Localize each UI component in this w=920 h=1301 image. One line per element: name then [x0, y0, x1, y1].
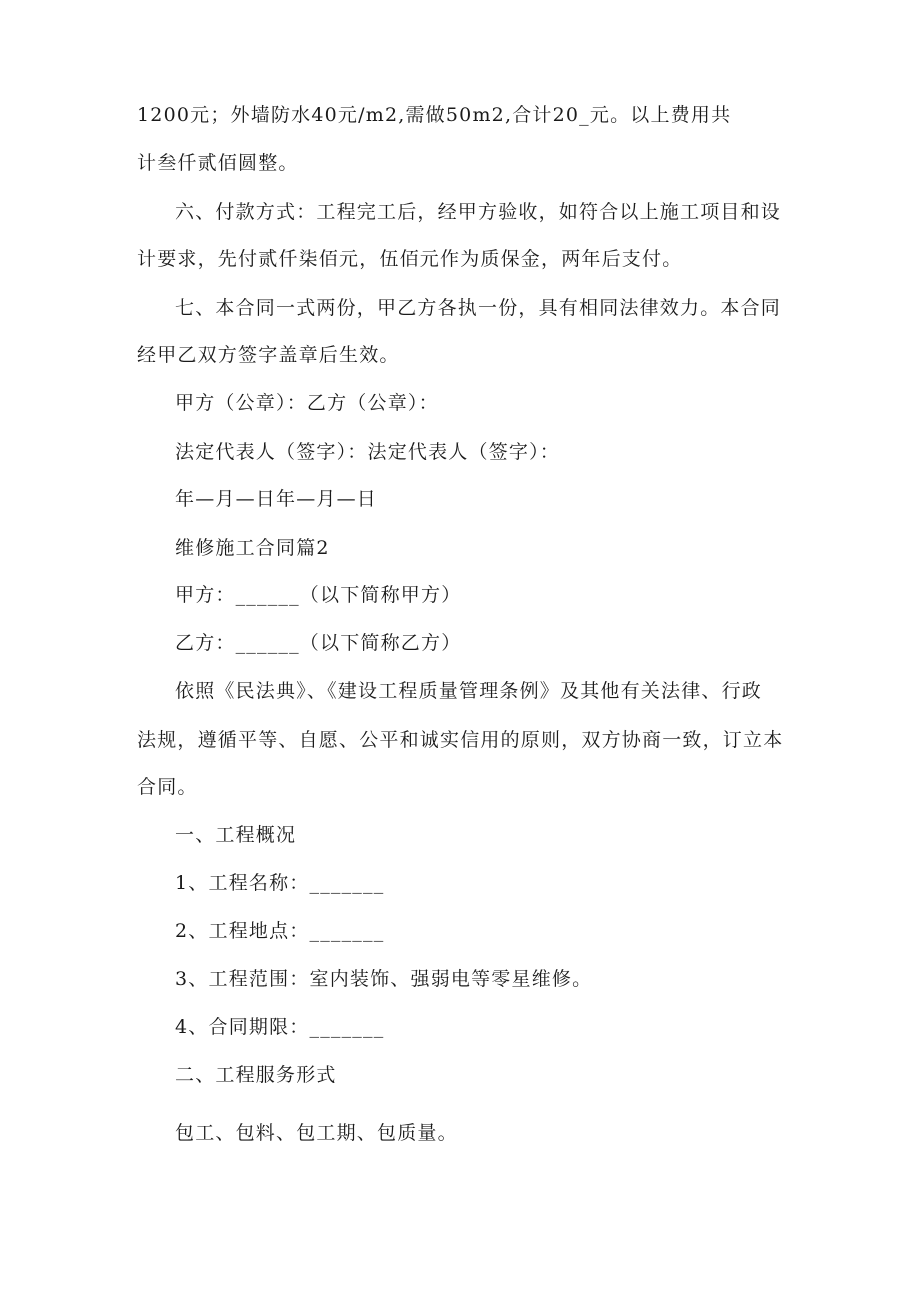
list-item: 4、合同期限：_______ — [175, 1016, 385, 1038]
list-item: 3、工程范围：室内装饰、强弱电等零星维修。 — [175, 968, 593, 990]
heading-line: 一、工程概况 — [175, 824, 297, 846]
party-b-line: 乙方：______（以下简称乙方） — [175, 632, 462, 654]
paragraph-line: 法规，遵循平等、自愿、公平和诚实信用的原则，双方协商一致，订立本 — [137, 729, 784, 751]
paragraph-line: 包工、包料、包工期、包质量。 — [175, 1122, 458, 1144]
list-item: 2、工程地点：_______ — [175, 920, 385, 942]
paragraph-line: 计叁仟贰佰圆整。 — [137, 152, 299, 174]
list-item: 1、工程名称：_______ — [175, 872, 385, 894]
paragraph-line: 经甲乙双方签字盖章后生效。 — [137, 344, 400, 366]
paragraph-line: 依照《民法典》、《建设工程质量管理条例》及其他有关法律、行政 — [175, 680, 763, 702]
paragraph-line: 1200元；外墙防水40元/m2,需做50m2,合计20_元。以上费用共 — [137, 104, 732, 126]
signature-party-line: 甲方（公章）：乙方（公章）： — [175, 392, 439, 414]
paragraph-line: 六、付款方式：工程完工后，经甲方验收，如符合以上施工项目和设 — [175, 201, 782, 223]
date-line: 年—月—日年—月—日 — [175, 488, 378, 510]
heading-line: 二、工程服务形式 — [175, 1064, 337, 1086]
party-a-line: 甲方：______（以下简称甲方） — [175, 584, 462, 606]
signature-representative-line: 法定代表人（签字）：法定代表人（签字）： — [175, 441, 561, 463]
paragraph-line: 七、本合同一式两份，甲乙方各执一份，具有相同法律效力。本合同 — [175, 297, 782, 319]
section-title: 维修施工合同篇2 — [175, 537, 330, 559]
paragraph-line: 合同。 — [137, 776, 198, 798]
paragraph-line: 计要求，先付贰仟柒佰元，伍佰元作为质保金，两年后支付。 — [137, 248, 683, 270]
